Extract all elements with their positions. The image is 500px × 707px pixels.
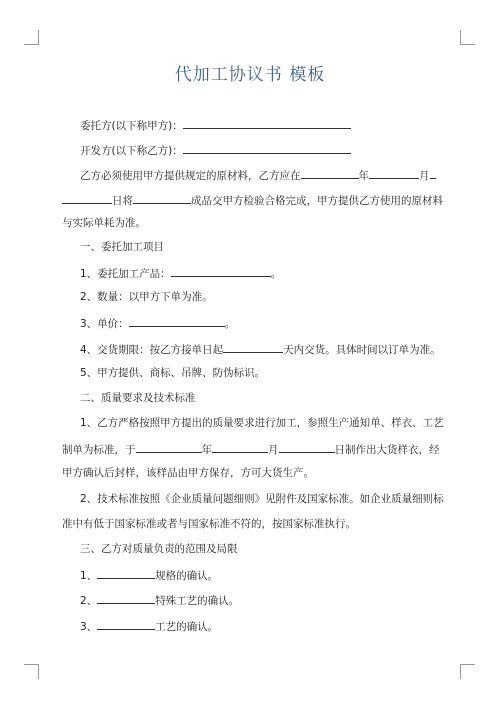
- item1-2-line: 2、数量：以甲方下单为准。: [80, 291, 213, 303]
- item1-4-text: 天内交货。具体时间以订单为准。: [283, 344, 441, 356]
- section3-heading: 三、乙方对质量负责的范围及局限: [80, 543, 238, 555]
- item1-3-label: 3、单价：: [80, 318, 129, 330]
- item1-3-line: [80, 315, 235, 331]
- sample-month-label: 月: [268, 444, 279, 456]
- item1-1-blank[interactable]: [171, 265, 271, 277]
- crop-mark-top-left: [24, 30, 39, 45]
- sample-day-label: 日制作出大货样衣，经: [334, 444, 440, 456]
- crop-mark-top-right: [460, 30, 475, 45]
- item1-5-line: 5、甲方提供、商标、吊牌、防伪标识。: [80, 367, 266, 379]
- para1-text-2: 成品交甲方检验合格完成，甲方提供乙方使用的原材料: [191, 195, 443, 207]
- sample-day-blank[interactable]: [279, 441, 335, 453]
- s2-para1-line1: 1、乙方严格按照甲方提出的质量要求进行加工，参照生产通知单、样衣、工艺: [80, 417, 444, 429]
- item1-4-label: 4、交货期限：按乙方接单日起: [80, 344, 224, 356]
- item3-1-blank[interactable]: [97, 567, 155, 579]
- s2-para2-line1: 2、技术标准按照《企业质量问题细则》见附件及国家标准。如企业质量细则标: [80, 493, 444, 505]
- item3-2-text: 特殊工艺的确认。: [155, 595, 240, 607]
- document-title: 代加工协议书 模板: [174, 65, 326, 85]
- sample-year-label: 年: [201, 444, 212, 456]
- year-label: 年: [358, 170, 369, 182]
- item3-3-text: 工艺的确认。: [155, 621, 219, 633]
- item3-3-num: 3、: [80, 621, 98, 633]
- item1-4-blank[interactable]: [223, 341, 283, 353]
- crop-mark-bottom-left: [24, 664, 39, 679]
- party-a-blank[interactable]: [183, 117, 351, 129]
- sample-year-blank[interactable]: [136, 441, 202, 453]
- sample-month-blank[interactable]: [212, 441, 268, 453]
- item3-1-text: 规格的确认。: [155, 570, 219, 582]
- item3-1-num: 1、: [80, 570, 98, 582]
- s2-para1-line3: 甲方确认后封样，该样品由甲方保存，方可大货生产。: [62, 467, 314, 479]
- section2-heading: 二、质量要求及技术标准: [80, 392, 196, 404]
- party-b-blank[interactable]: [183, 142, 351, 154]
- crop-mark-bottom-right: [460, 664, 475, 679]
- s2-para2-line2: 准中有低于国家标准或者与国家标准不符的，按国家标准执行。: [62, 518, 356, 530]
- section1-heading: 一、委托加工项目: [80, 241, 164, 253]
- para1-line2: [62, 192, 443, 208]
- party-b-label: 开发方(以下称乙方)：: [80, 145, 183, 157]
- product-blank[interactable]: [133, 192, 191, 204]
- party-a-line: [80, 117, 351, 133]
- para1-text: 乙方必须使用甲方提供规定的原材料，乙方应在: [80, 170, 301, 182]
- para1-line3: 与实际单耗为准。: [62, 217, 146, 229]
- month-label: 月: [419, 170, 430, 182]
- item3-2-line: [80, 592, 239, 608]
- item1-4-line: [80, 341, 441, 357]
- item1-3-end: 。: [224, 318, 236, 330]
- day-blank-start[interactable]: [430, 167, 436, 179]
- day-blank[interactable]: [62, 192, 112, 204]
- item1-1-line: [80, 265, 281, 281]
- item1-1-end: 。: [270, 268, 282, 280]
- item3-3-line: [80, 618, 218, 634]
- s2-para1-text: 制单为标准，于: [62, 444, 136, 456]
- month-blank[interactable]: [369, 167, 419, 179]
- year-blank[interactable]: [301, 167, 359, 179]
- item3-1-line: [80, 567, 218, 583]
- item3-2-num: 2、: [80, 595, 98, 607]
- party-b-line: [80, 142, 351, 158]
- item1-1-label: 1、委托加工产品：: [80, 268, 171, 280]
- para1-line1: [80, 167, 436, 183]
- item3-2-blank[interactable]: [97, 592, 155, 604]
- day-label: 日将: [112, 195, 133, 207]
- s2-para1-line2: [62, 441, 440, 457]
- item3-3-blank[interactable]: [97, 618, 155, 630]
- party-a-label: 委托方(以下称甲方)：: [80, 120, 183, 132]
- item1-3-blank[interactable]: [129, 315, 225, 327]
